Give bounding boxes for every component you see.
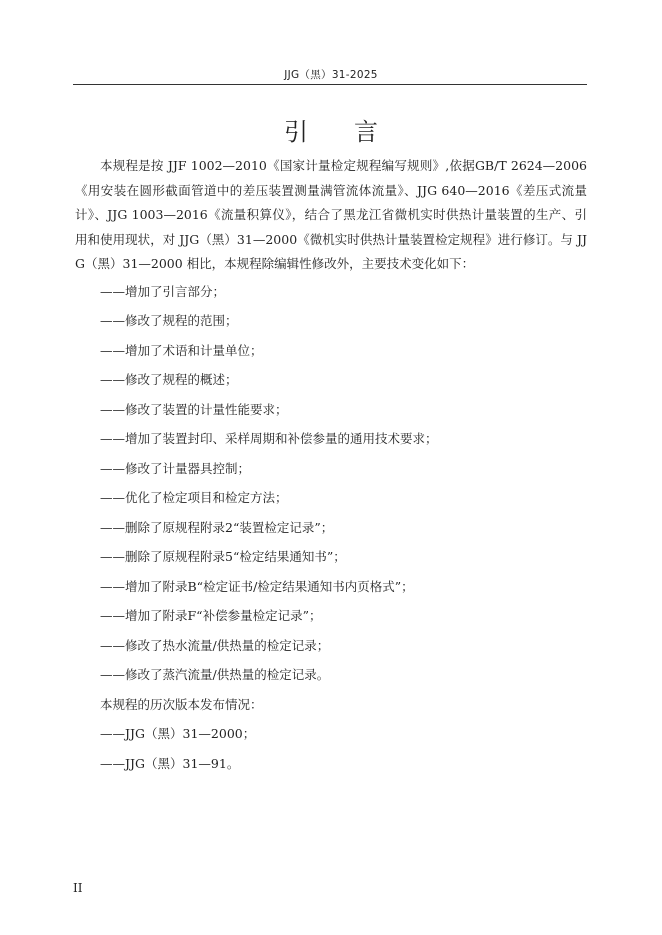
page-number: II <box>73 881 83 895</box>
change-item: ——增加了附录B“检定证书/检定结果通知书内页格式”； <box>100 578 414 594</box>
change-item: ——修改了热水流量/供热量的检定记录； <box>100 637 330 653</box>
change-item: ——增加了引言部分； <box>100 283 226 299</box>
page-title: 引言 <box>284 118 424 146</box>
intro-paragraph: 本规程是按 JJF 1002—2010《国家计量检定规程编写规则》,依据GB/T 2624—2006《用安装在圆形截面管道中的差压装置测量满管流体流量》、JJG 640—2016《差压式流量计》、JJG 1003—2016《流量积算仪》，结合了黑龙江省微机实时供热计量装置的生产、引用和使用现状，对 JJG（黑）31—2000《微机实时供热计量装置检定规程》进行修订。与 JJG（黑）31—2000 相比，本规程除编辑性修改外，主要技术变化如下： <box>75 158 587 271</box>
change-item: ——修改了规程的概述； <box>100 372 238 387</box>
change-item: ——优化了检定项目和检定方法； <box>100 490 288 505</box>
change-item: ——修改了规程的范围； <box>100 313 238 328</box>
history-item: ——JJG（黑）31—2000； <box>100 726 256 741</box>
changes-list <box>75 277 587 690</box>
history-item: ——JJG（黑）31—91。 <box>100 755 240 771</box>
change-item: ——增加了附录F“补偿参量检定记录”； <box>100 608 322 623</box>
change-item: ——修改了装置的计量性能要求； <box>100 401 288 417</box>
document-body <box>75 154 587 778</box>
change-item: ——增加了装置封印、采样周期和补偿参量的通用技术要求； <box>100 431 438 446</box>
change-item: ——修改了计量器具控制； <box>100 460 251 476</box>
change-item: ——修改了蒸汽流量/供热量的检定记录。 <box>100 667 330 682</box>
change-item: ——增加了术语和计量单位； <box>100 342 263 358</box>
change-item: ——删除了原规程附录2“装置检定记录”； <box>100 519 334 535</box>
history-heading: 本规程的历次版本发布情况： <box>100 696 263 712</box>
change-item: ——删除了原规程附录5“检定结果通知书”； <box>100 549 346 564</box>
history-list <box>75 719 587 778</box>
header-standard-code: JJG（黑）31-2025 <box>284 69 378 81</box>
header-divider <box>73 84 587 85</box>
